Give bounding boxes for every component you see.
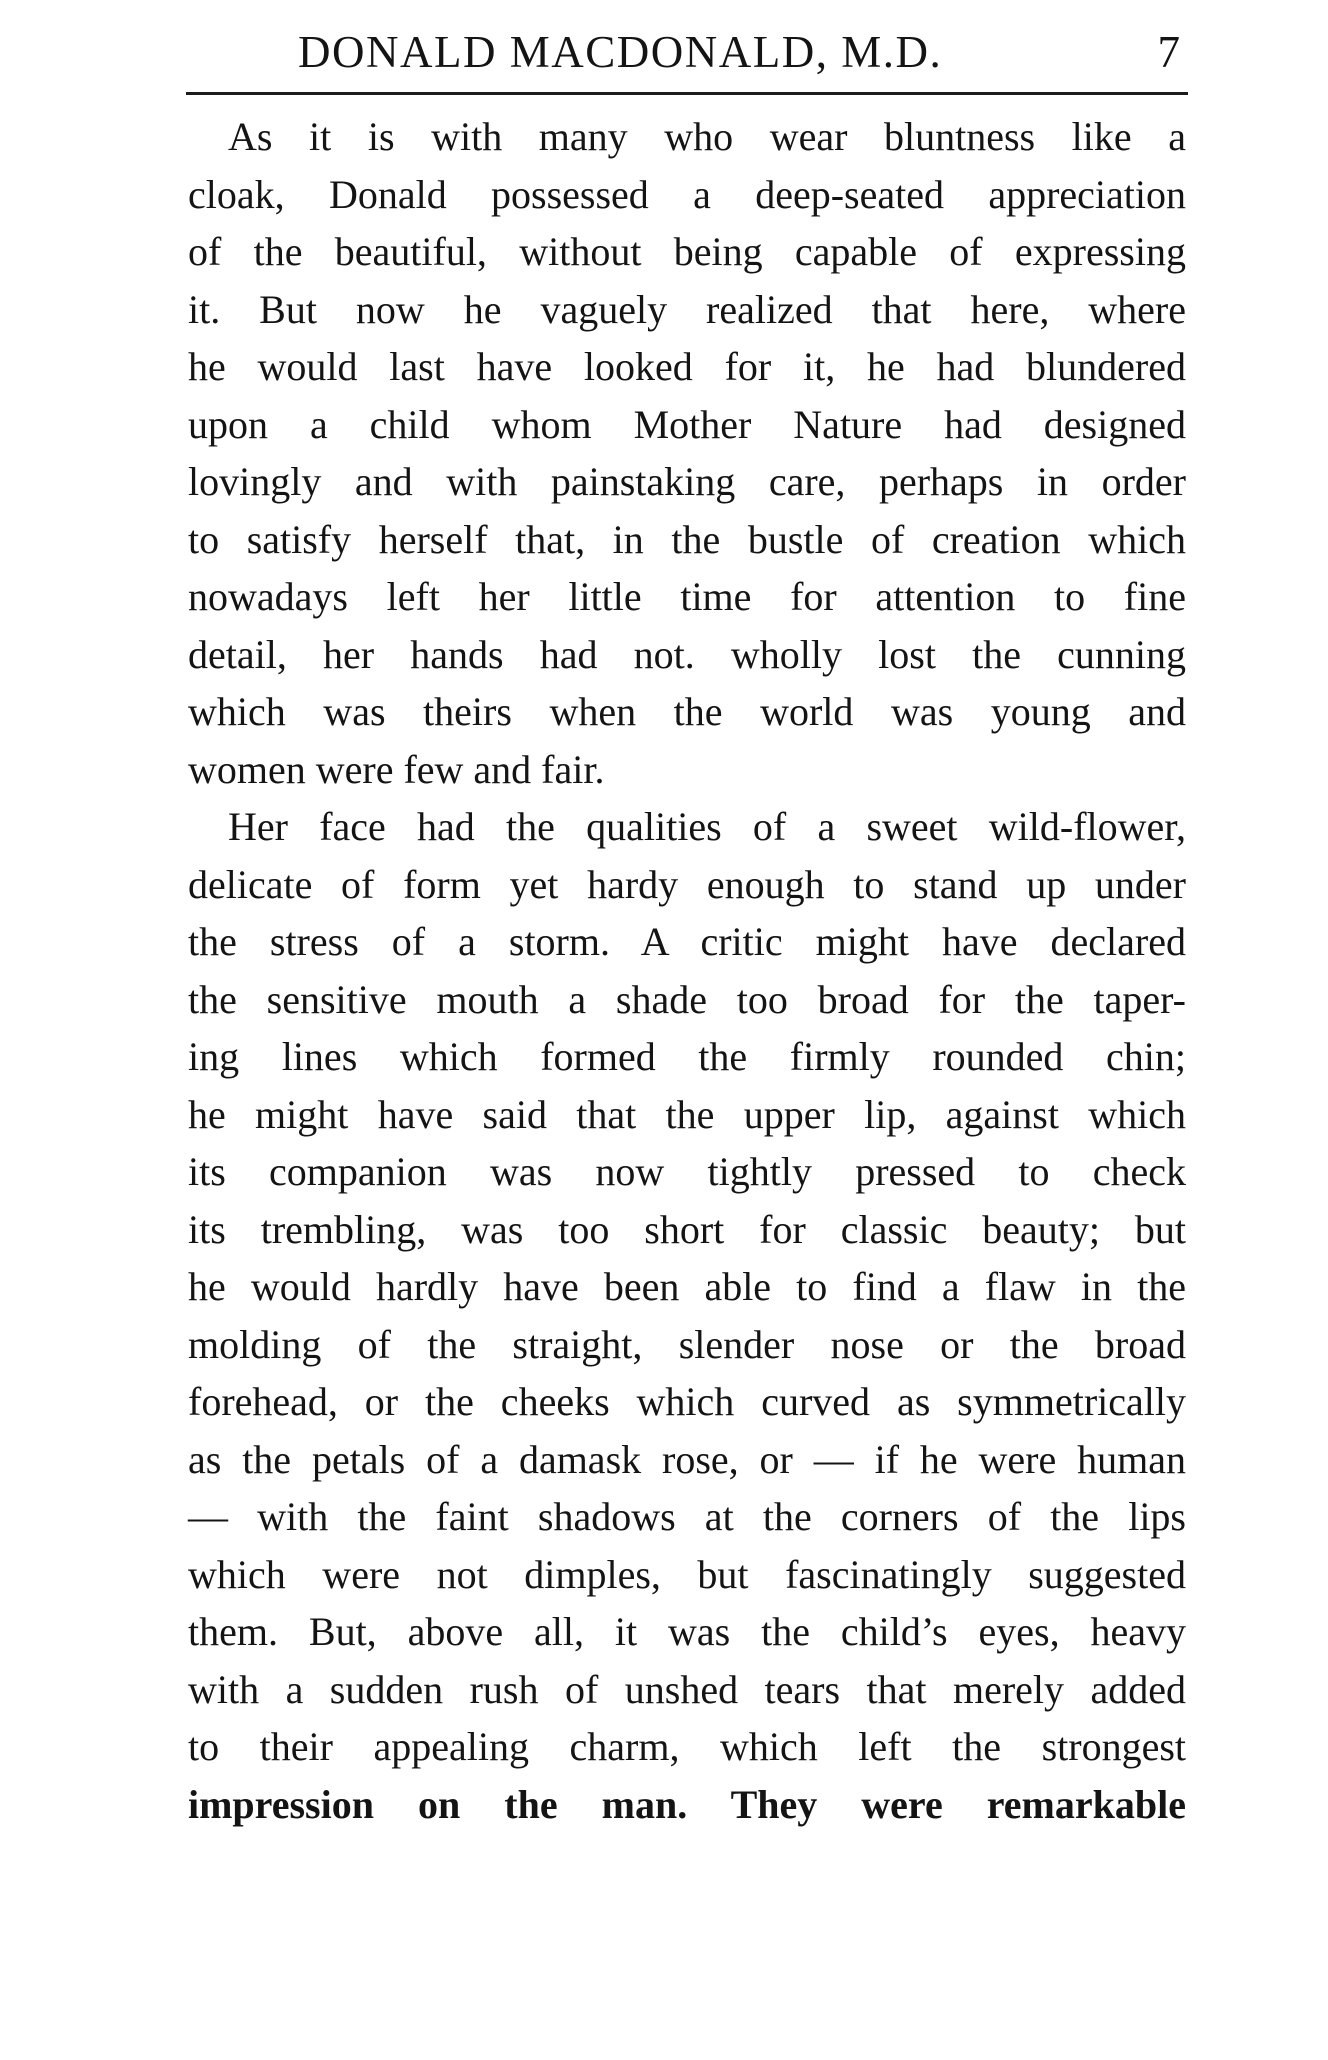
running-title: DONALD MACDONALD, M.D. [298,27,943,77]
text-line: the sensitive mouth a shade too broad for the taper- [188,976,1186,1022]
text-line: which was theirs when the world was young and [188,689,1186,734]
text-line: As it is with many who wear bluntness like a [228,114,1186,159]
text-line: cloak, Donald possessed a deep-seated appreciation [188,171,1186,217]
header-rule [186,92,1188,95]
running-head [190,22,1188,88]
text-line: which were not dimples, but fascinatingly suggested [188,1551,1186,1597]
text-line: forehead, or the cheeks which curved as symmetrically [188,1379,1186,1424]
paragraph-1 [188,108,1186,798]
text-line: lovingly and with painstaking care, perhaps in order [188,459,1186,504]
text-line: to their appealing charm, which left the strongest [188,1724,1186,1769]
text-line: women were few and fair. [188,746,605,792]
page-number: 7 [1157,27,1180,77]
text-line: with a sudden rush of unshed tears that merely added [188,1666,1186,1712]
text-line: he would last have looked for it, he had blundered [188,344,1186,389]
text-line: ing lines which formed the firmly rounded chin; [188,1034,1186,1079]
body-text [188,108,1186,1833]
text-line: he would hardly have been able to find a flaw in the [188,1264,1186,1309]
text-line: them. But, above all, it was the child’s eyes, heavy [188,1609,1186,1654]
text-line: impression on the man. They were remarkable [188,1781,1186,1827]
text-line: to satisfy herself that, in the bustle of creation which [188,516,1186,562]
text-line: Her face had the qualities of a sweet wild-flower, [228,804,1186,849]
paragraph-2 [188,798,1186,1833]
text-line: its companion was now tightly pressed to check [188,1149,1186,1194]
text-line: delicate of form yet hardy enough to stand up under [188,861,1186,907]
text-line: he might have said that the upper lip, against which [188,1091,1186,1137]
text-line: nowadays left her little time for attention to fine [188,574,1186,619]
text-line: — with the faint shadows at the corners of the lips [188,1494,1186,1539]
text-line: its trembling, was too short for classic beauty; but [188,1206,1186,1252]
text-line: as the petals of a damask rose, or — if he were human [188,1436,1186,1482]
text-line: of the beautiful, without being capable of expressing [188,229,1186,274]
text-line: it. But now he vaguely realized that here, where [188,286,1186,332]
text-line: the stress of a storm. A critic might have declared [188,919,1186,964]
text-line: molding of the straight, slender nose or the broad [188,1321,1186,1367]
text-line: upon a child whom Mother Nature had designed [188,401,1186,447]
text-line: detail, her hands had not. wholly lost the cunning [188,631,1186,677]
